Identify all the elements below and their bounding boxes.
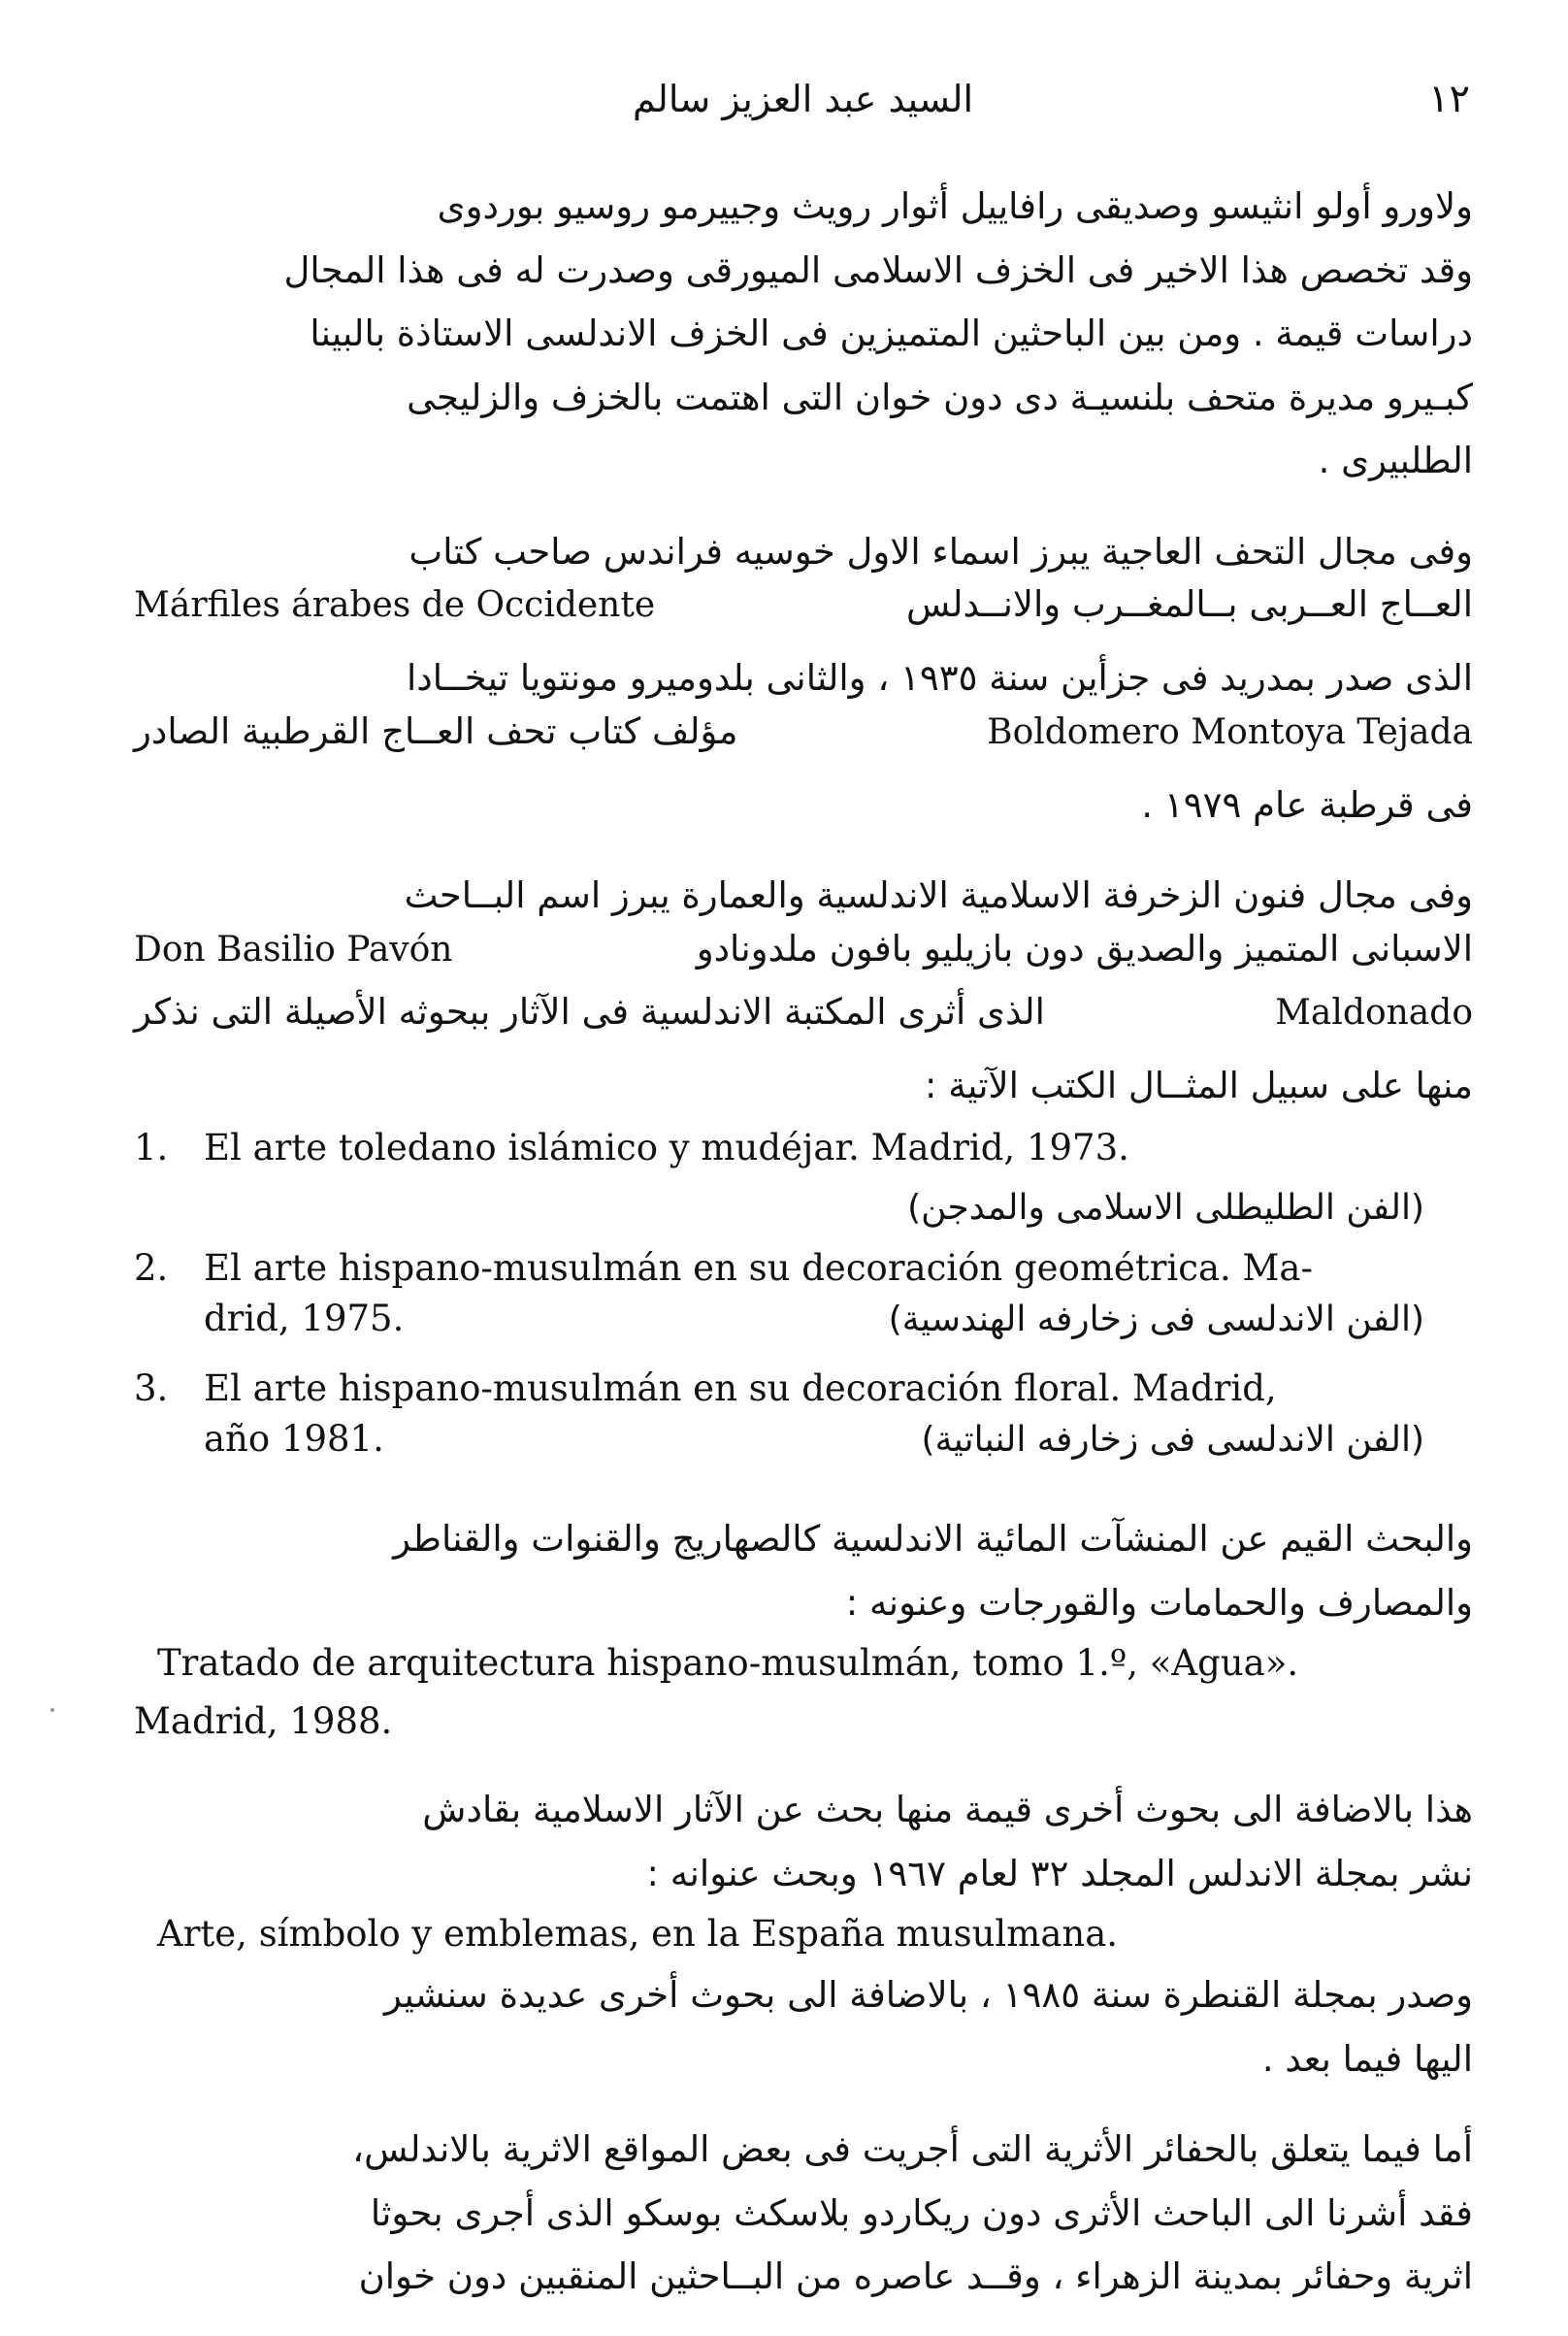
page-header bbox=[136, 70, 1470, 138]
text-line: نشر بمجلة الاندلس المجلد ٣٢ لعام ١٩٦٧ وبحث عنوانه : bbox=[646, 1852, 1473, 1894]
bibliography-item bbox=[134, 1360, 1473, 1480]
latin-name: Boldomero Montoya Tejada bbox=[987, 711, 1473, 752]
item-title: El arte hispano-musulmán en su decoración geométrica. Ma- bbox=[204, 1247, 1313, 1289]
paragraph-7 bbox=[134, 2118, 1473, 2309]
mixed-line bbox=[134, 583, 1473, 646]
page-body bbox=[134, 175, 1473, 2309]
arabic-text: مؤلف كتاب تحف العــاج القرطبية الصادر bbox=[134, 709, 738, 752]
bibliography-item bbox=[134, 1119, 1473, 1239]
scan-speck bbox=[50, 1708, 54, 1712]
reference-line: Madrid, 1988. bbox=[134, 1700, 393, 1742]
item-translation: (الفن الاندلسى فى زخارفه الهندسية) bbox=[888, 1300, 1424, 1339]
bibliography-list bbox=[134, 1119, 1473, 1480]
text-line: والمصارف والحمامات والقورجات وعنونه : bbox=[845, 1581, 1473, 1624]
item-title: El arte hispano-musulmán en su decoración floral. Madrid, bbox=[204, 1367, 1277, 1409]
item-title-continuation: drid, 1975. bbox=[204, 1298, 405, 1339]
mixed-line bbox=[134, 928, 1473, 991]
paragraph-2 bbox=[134, 520, 1473, 838]
latin-name: Maldonado bbox=[1275, 992, 1473, 1033]
text-line: منها على سبيل المثــال الكتب الآتية : bbox=[925, 1064, 1473, 1106]
text-line: اثرية وحفائر بمدينة الزهراء ، وقــد عاصره من البــاحثين المنقبين دون خوان bbox=[358, 2255, 1473, 2297]
item-title: El arte toledano islámico y mudéjar. Madrid, 1973. bbox=[204, 1127, 1129, 1168]
text-line: دراسات قيمة . ومن بين الباحثين المتميزين فى الخزف الاندلسى الاستاذة بالبينا bbox=[310, 313, 1473, 354]
text-line: وصدر بمجلة القنطرة سنة ١٩٨٥ ، بالاضافة الى بحوث أخرى عديدة سنشير bbox=[384, 1974, 1473, 2016]
paragraph-5 bbox=[134, 1778, 1473, 1963]
item-title-continuation: año 1981. bbox=[204, 1418, 384, 1460]
page-number: ١٢ bbox=[1428, 77, 1470, 121]
text-line: فقد أشرنا الى الباحث الأثرى دون ريكاردو بلاسكث بوسكو الذى أجرى بحوثا bbox=[370, 2191, 1473, 2234]
paragraph-4 bbox=[134, 1507, 1473, 1751]
arabic-text: الاسبانى المتميز والصديق دون بازيليو بافون ملدونادو bbox=[696, 927, 1473, 970]
item-number: 2. bbox=[134, 1247, 169, 1289]
text-line: وفى مجال فنون الزخرفة الاسلامية الاندلسية والعمارة يبرز اسم البــاحث bbox=[404, 874, 1473, 916]
latin-name: Don Basilio Pavón bbox=[134, 929, 453, 970]
text-line: وقد تخصص هذا الاخير فى الخزف الاسلامى الميورقى وصدرت له فى هذا المجال bbox=[283, 248, 1473, 291]
text-line: ولاورو أولو انثيسو وصديقى رافاييل أثوار رويث وجييرمو روسيو بوردوى bbox=[437, 185, 1473, 227]
text-line: الطلبيرى . bbox=[1318, 440, 1473, 481]
item-number: 3. bbox=[134, 1367, 169, 1409]
text-line: وفى مجال التحف العاجية يبرز اسماء الاول خوسيه فراندس صاحب كتاب bbox=[408, 530, 1473, 573]
paragraph-1 bbox=[134, 175, 1473, 493]
text-line: كبـيرو مديرة متحف بلنسيـة دى دون خوان التى اهتمت بالخزف والزليجى bbox=[407, 376, 1473, 418]
text-line: الذى صدر بمدريد فى جزأين سنة ١٩٣٥ ، والثانى بلدوميرو مونتويا تيخــادا bbox=[407, 657, 1473, 699]
reference-line: Tratado de arquitectura hispano-musulmán, tomo 1.º, «Agua». bbox=[157, 1642, 1299, 1684]
mixed-line bbox=[134, 991, 1473, 1054]
item-number: 1. bbox=[134, 1127, 169, 1168]
text-line: اليها فيما بعد . bbox=[1261, 2037, 1473, 2080]
item-translation: (الفن الطليطلى الاسلامى والمدجن) bbox=[907, 1188, 1424, 1228]
bibliography-item bbox=[134, 1239, 1473, 1360]
latin-title: Márfiles árabes de Occidente bbox=[134, 585, 656, 625]
arabic-text: الذى أثرى المكتبة الاندلسية فى الآثار ببحوثه الأصيلة التى نذكر bbox=[134, 990, 1045, 1033]
arabic-title: العــاج العــربى بــالمغــرب والانــدلس bbox=[906, 583, 1473, 625]
paragraph-6 bbox=[134, 1963, 1473, 2090]
text-line: أما فيما يتعلق بالحفائر الأثرية التى أجريت فى بعض المواقع الاثرية بالاندلس، bbox=[352, 2128, 1473, 2170]
item-translation: (الفن الاندلسى فى زخارفه النباتية) bbox=[921, 1420, 1424, 1460]
text-line: والبحث القيم عن المنشآت المائية الاندلسية كالصهاريج والقنوات والقناطر bbox=[393, 1518, 1473, 1560]
text-line: هذا بالاضافة الى بحوث أخرى قيمة منها بحث عن الآثار الاسلامية بقادش bbox=[422, 1789, 1473, 1830]
paragraph-3 bbox=[134, 864, 1473, 1117]
mixed-line bbox=[134, 710, 1473, 773]
running-head: السيد عبد العزيز سالم bbox=[632, 78, 974, 120]
text-line: فى قرطبة عام ١٩٧٩ . bbox=[1141, 783, 1473, 826]
reference-line: Arte, símbolo y emblemas, en la España musulmana. bbox=[157, 1913, 1119, 1955]
